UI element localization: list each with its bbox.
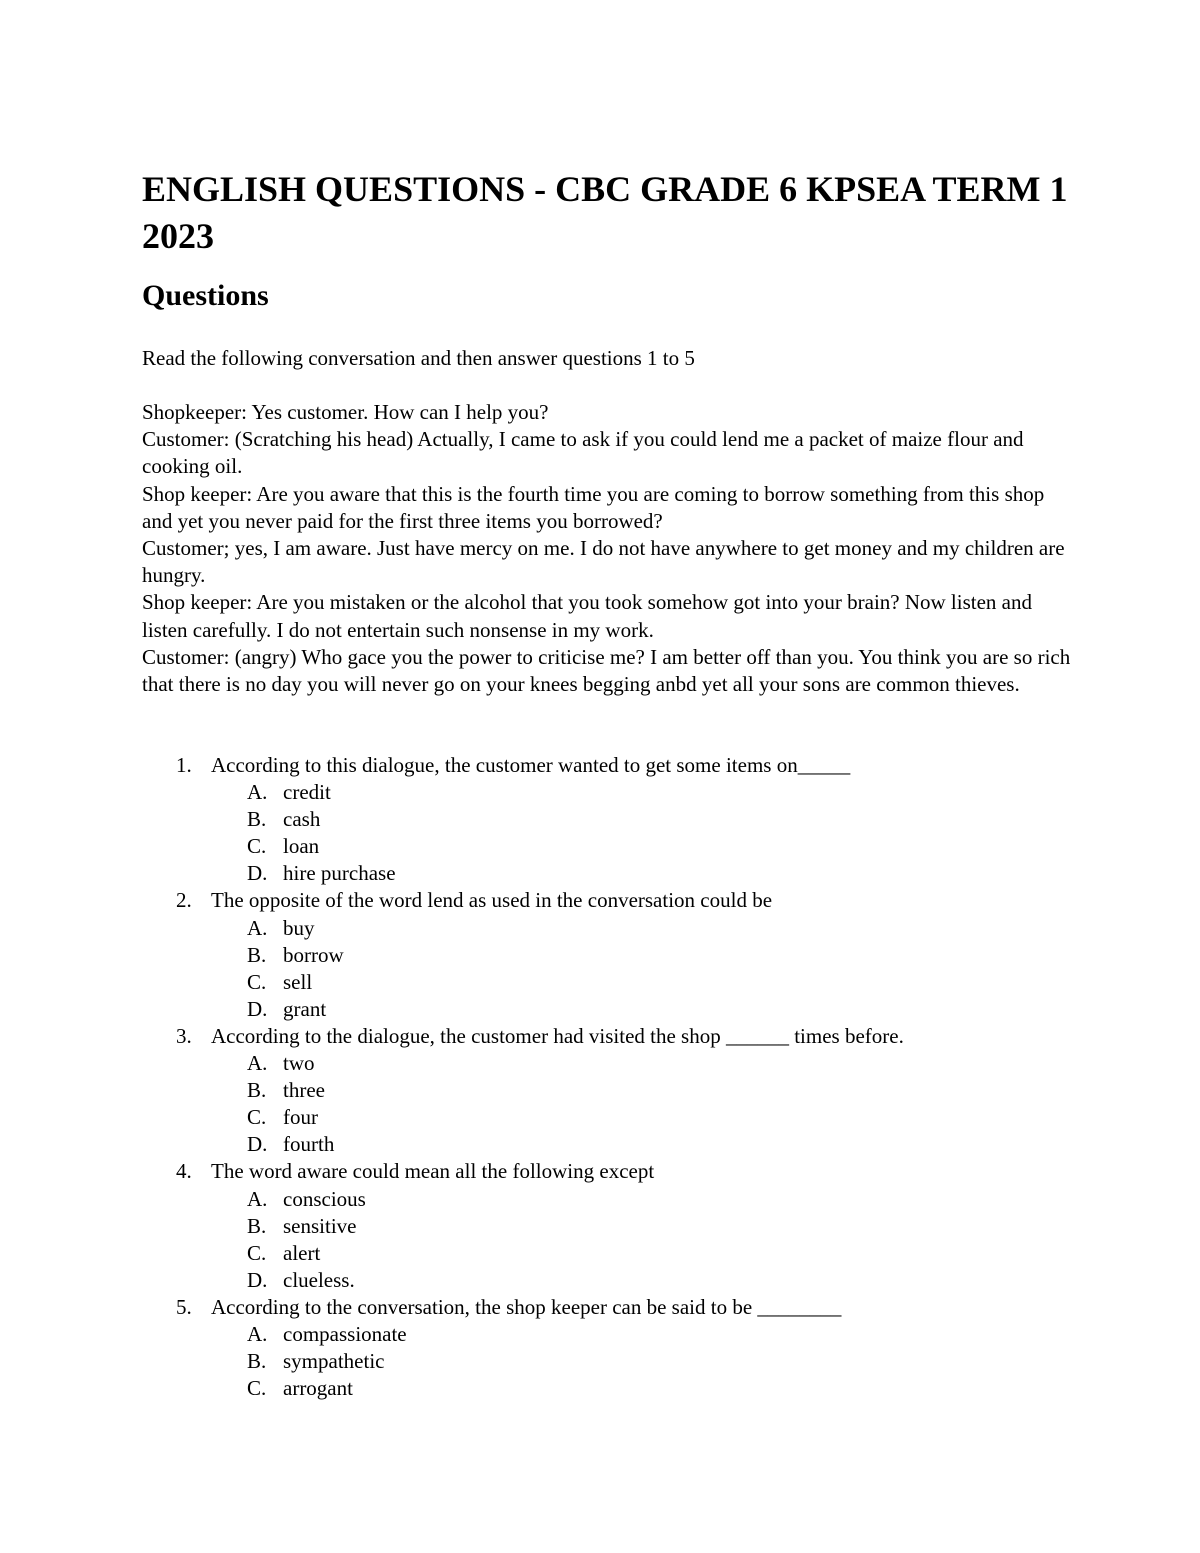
dialogue-line: Shopkeeper: Yes customer. How can I help you? xyxy=(142,400,549,424)
option-item xyxy=(0,1104,1200,1131)
question-text: The opposite of the word lend as used in the conversation could be xyxy=(211,888,773,913)
option-text: sensitive xyxy=(283,1213,357,1238)
option-letter: B. xyxy=(247,1078,267,1103)
question-text: According to the dialogue, the customer had visited the shop ______ times before. xyxy=(211,1023,904,1048)
option-item xyxy=(0,1050,1200,1077)
option-item xyxy=(0,1321,1200,1348)
option-text: buy xyxy=(283,915,315,940)
option-letter: C. xyxy=(247,1376,267,1401)
option-text: hire purchase xyxy=(283,861,396,886)
option-letter: A. xyxy=(247,1051,268,1076)
option-item xyxy=(0,833,1200,860)
option-letter: A. xyxy=(247,780,268,805)
dialogue-line: Shop keeper: Are you mistaken or the alcohol that you took somehow got into your brain? Now listen and listen carefully. I do not entertain such nonsense in my work. xyxy=(142,590,1032,642)
option-letter: A. xyxy=(247,1186,268,1211)
option-text: alert xyxy=(283,1240,321,1265)
dialogue-passage xyxy=(142,399,1072,698)
option-item xyxy=(0,1375,1200,1402)
option-letter: D. xyxy=(247,1267,268,1292)
question-text: According to this dialogue, the customer wanted to get some items on_____ xyxy=(211,753,851,777)
option-letter: D. xyxy=(247,861,268,886)
option-letter: C. xyxy=(247,1240,267,1265)
question-3 xyxy=(0,1023,1200,1158)
option-item xyxy=(0,969,1200,996)
option-text: sympathetic xyxy=(283,1349,385,1374)
question-number: 2. xyxy=(176,888,192,913)
option-letter: B. xyxy=(247,1349,267,1374)
option-text: compassionate xyxy=(283,1321,407,1346)
option-letter: B. xyxy=(247,1213,267,1238)
question-text: According to the conversation, the shop keeper can be said to be ________ xyxy=(211,1294,842,1319)
option-text: grant xyxy=(283,996,327,1021)
option-item xyxy=(0,1348,1200,1375)
option-item xyxy=(0,779,1200,806)
question-1 xyxy=(0,752,1200,887)
option-item xyxy=(0,1267,1200,1294)
document-title: ENGLISH QUESTIONS - CBC GRADE 6 KPSEA TERM 1 2023 xyxy=(142,169,1068,256)
option-item xyxy=(0,1240,1200,1267)
dialogue-line: Customer; yes, I am aware. Just have mercy on me. I do not have anywhere to get money and my children are hungry. xyxy=(142,536,1065,588)
option-list xyxy=(0,1321,1200,1402)
option-item xyxy=(0,1213,1200,1240)
option-text: four xyxy=(283,1105,318,1130)
option-text: cash xyxy=(283,807,321,832)
option-text: sell xyxy=(283,969,313,994)
question-number: 3. xyxy=(176,1023,192,1048)
option-letter: D. xyxy=(247,1132,268,1157)
option-list xyxy=(0,915,1200,1023)
option-letter: C. xyxy=(247,1105,267,1130)
option-list xyxy=(0,1050,1200,1158)
option-text: conscious xyxy=(283,1186,366,1211)
question-list xyxy=(0,752,1200,1402)
section-heading: Questions xyxy=(142,279,269,312)
option-item xyxy=(0,1077,1200,1104)
option-letter: A. xyxy=(247,1321,268,1346)
question-5 xyxy=(0,1294,1200,1402)
option-text: three xyxy=(283,1078,325,1103)
question-2 xyxy=(0,887,1200,1022)
dialogue-line: Customer: (angry) Who gace you the power to criticise me? I am better off than you. You think you are so rich that there is no day you will never go on your knees begging anbd yet all your sons are common thieves. xyxy=(142,644,1071,697)
option-text: arrogant xyxy=(283,1376,353,1401)
option-letter: D. xyxy=(247,996,268,1021)
option-list xyxy=(0,779,1200,887)
option-text: borrow xyxy=(283,942,344,967)
dialogue-line: Customer: (Scratching his head) Actually, I came to ask if you could lend me a packet of maize flour and cooking oil. xyxy=(142,427,1024,479)
option-item xyxy=(0,806,1200,833)
question-text: The word aware could mean all the following except xyxy=(211,1159,655,1184)
option-text: loan xyxy=(283,834,320,859)
option-text: two xyxy=(283,1051,315,1076)
option-letter: A. xyxy=(247,915,268,940)
option-item xyxy=(0,1131,1200,1158)
instruction-text: Read the following conversation and then answer questions 1 to 5 xyxy=(142,346,695,370)
option-letter: B. xyxy=(247,942,267,967)
question-number: 5. xyxy=(176,1294,192,1319)
option-letter: B. xyxy=(247,807,267,832)
option-item xyxy=(0,1186,1200,1213)
question-number: 1. xyxy=(176,753,192,777)
option-item xyxy=(0,915,1200,942)
option-item xyxy=(0,996,1200,1023)
option-text: clueless. xyxy=(283,1267,355,1292)
option-letter: C. xyxy=(247,834,267,859)
question-number: 4. xyxy=(176,1159,192,1184)
option-list xyxy=(0,1186,1200,1294)
option-item xyxy=(0,860,1200,887)
option-letter: C. xyxy=(247,969,267,994)
dialogue-line: Shop keeper: Are you aware that this is the fourth time you are coming to borrow something from this shop and yet you never paid for the first three items you borrowed? xyxy=(142,481,1045,533)
option-text: fourth xyxy=(283,1132,335,1157)
question-4 xyxy=(0,1158,1200,1293)
option-item xyxy=(0,942,1200,969)
option-text: credit xyxy=(283,780,331,805)
